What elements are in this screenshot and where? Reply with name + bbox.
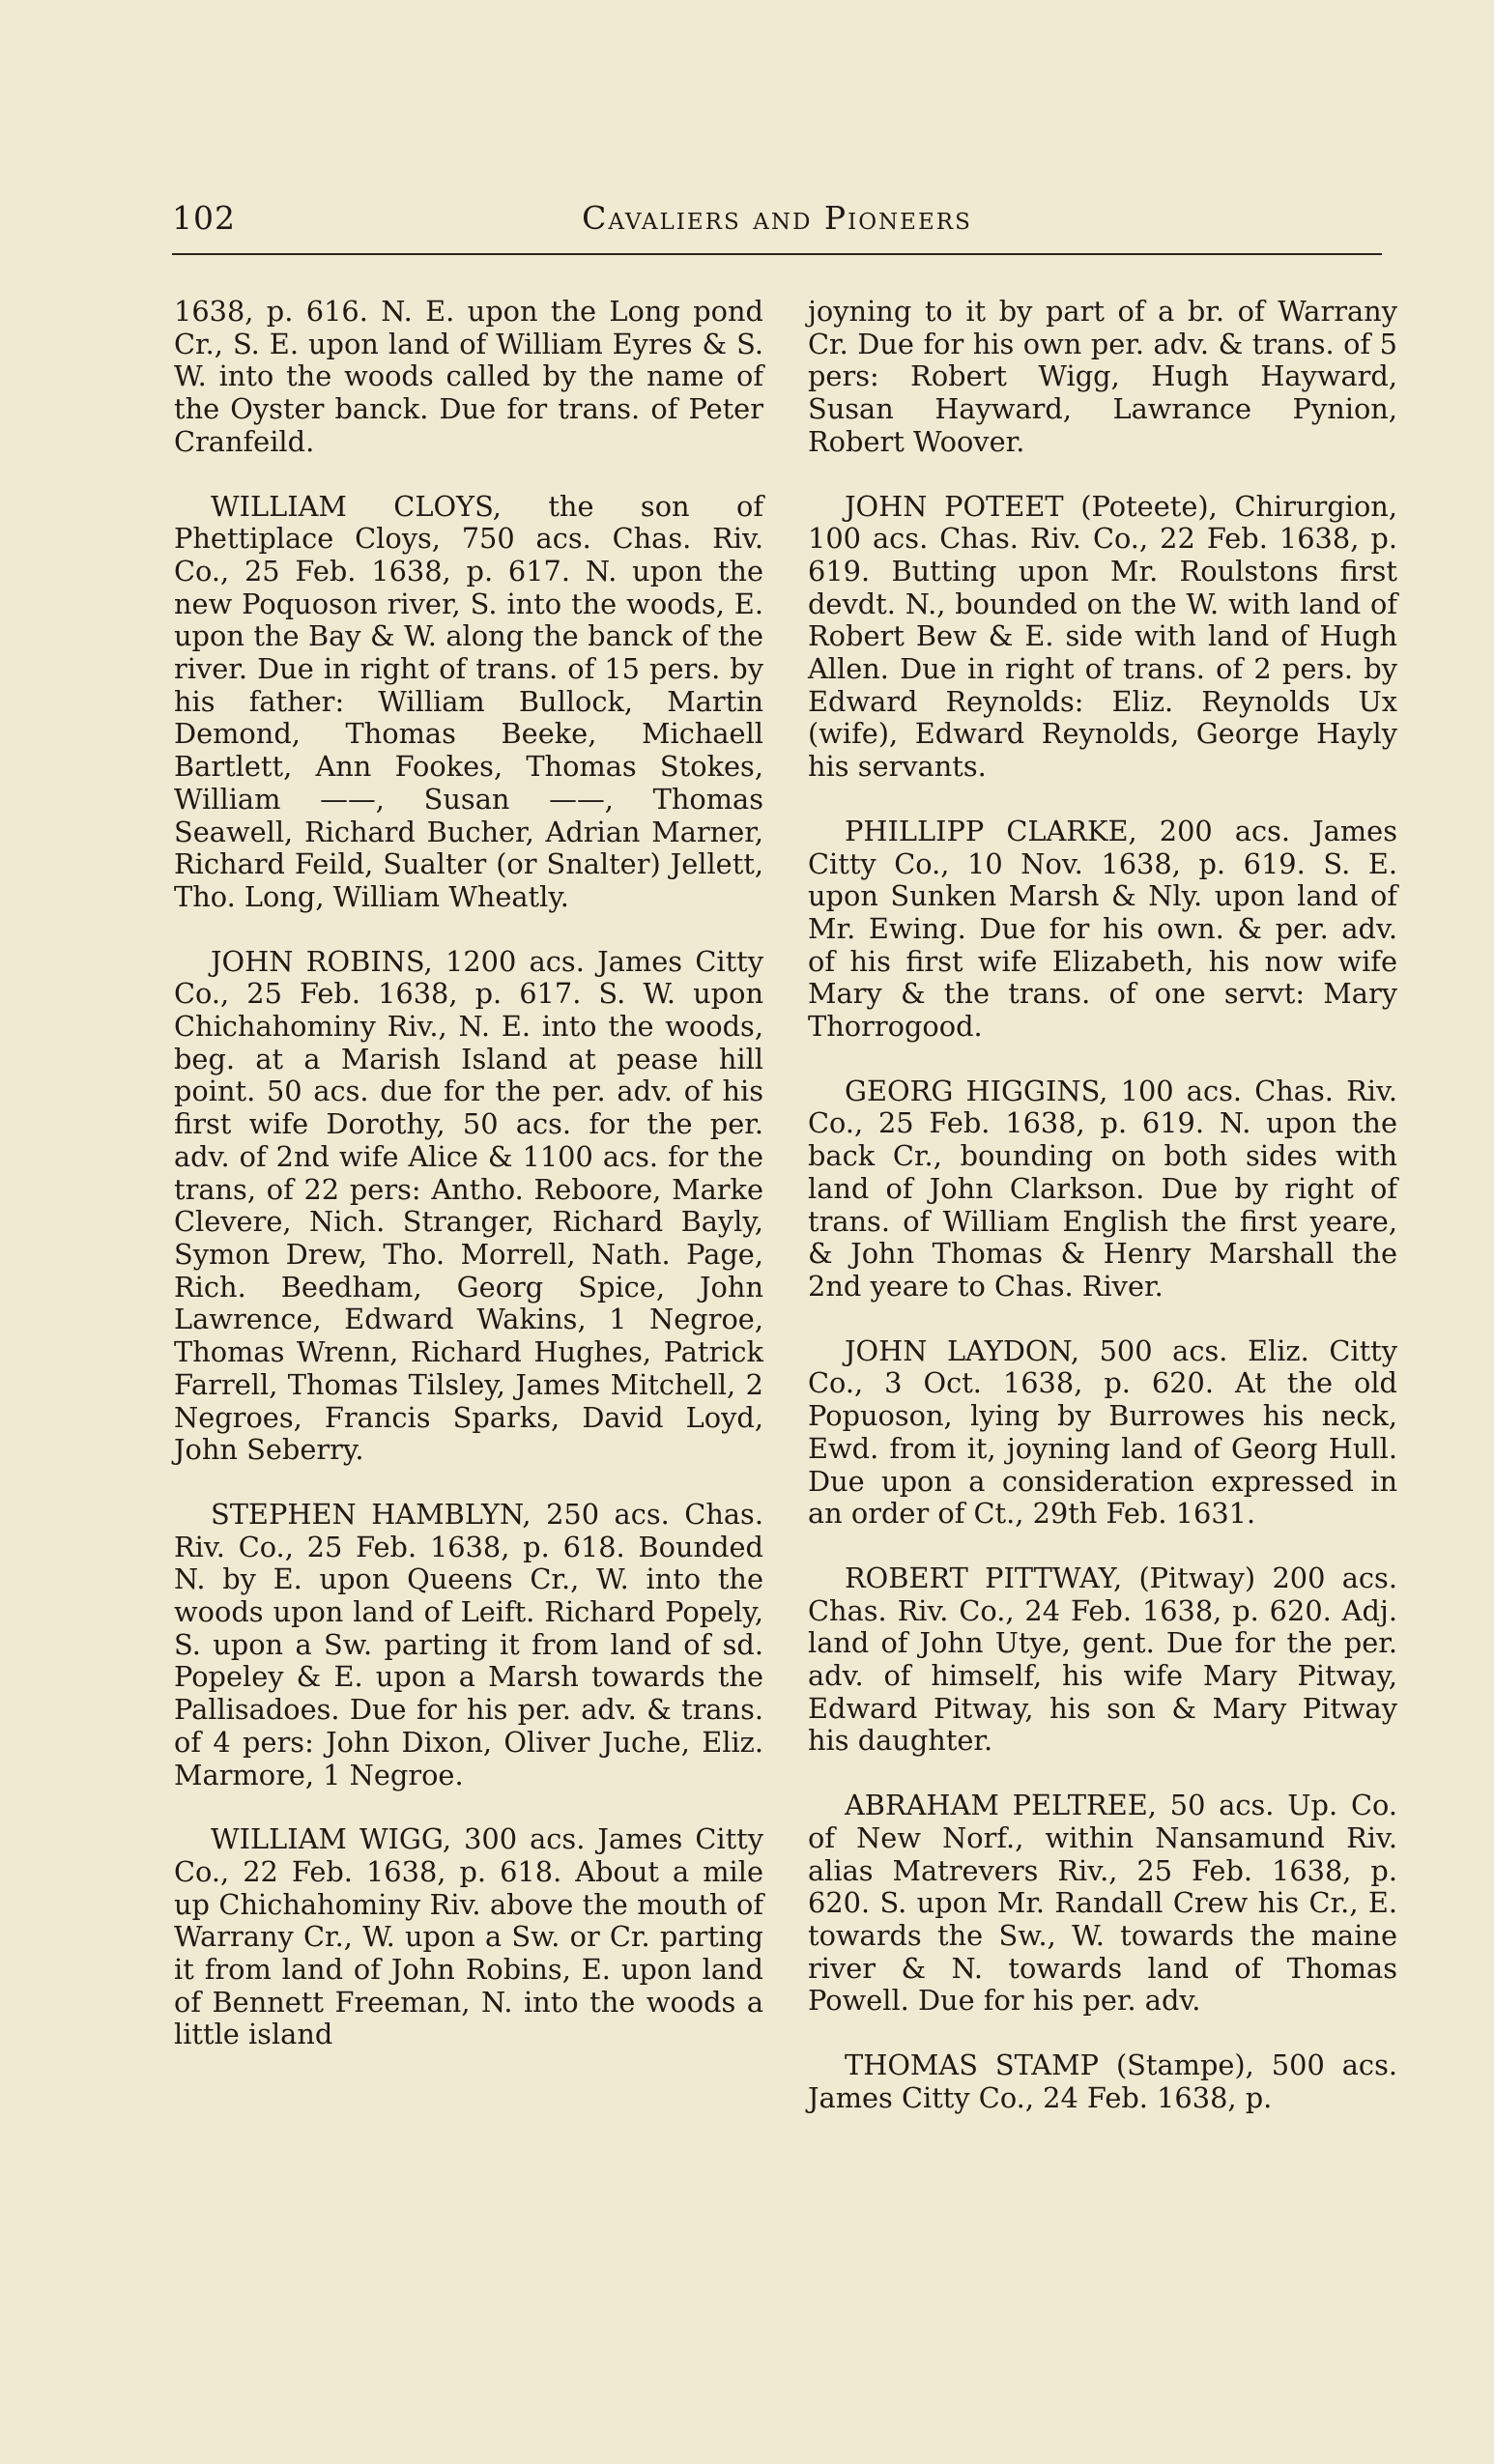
entry-thomas-stamp: THOMAS STAMP (Stampe), 500 acs. James Citty Co., 24 Feb. 1638, p. <box>808 2049 1397 2114</box>
entry-stephen-hamblyn: STEPHEN HAMBLYN, 250 acs. Chas. Riv. Co., 25 Feb. 1638, p. 618. Bounded N. by E. upon Queens Cr., W. into the woods upon land of Leift. Richard Popely, S. upon a Sw. parting it from land of sd. Popeley & E. upon a Marsh towards the Pallisadoes. Due for his per. adv. & trans. of 4 pers: John Dixon, Oliver Juche, Eliz. Marmore, 1 Negroe. <box>174 1497 763 1791</box>
entry-abraham-peltree: ABRAHAM PELTREE, 50 acs. Up. Co. of New Norf., within Nansamund Riv. alias Matrevers Riv., 25 Feb. 1638, p. 620. S. upon Mr. Randall Crew his Cr., E. towards the Sw., W. towards the maine river & N. towards land of Thomas Powell. Due for his per. adv. <box>808 1789 1397 2018</box>
entry-continuation: 1638, p. 616. N. E. upon the Long pond Cr., S. E. upon land of William Eyres & S. W. into the woods called by the name of the Oyster banck. Due for trans. of Peter Cranfeild. <box>174 295 763 458</box>
entry-john-robins: JOHN ROBINS, 1200 acs. James Citty Co., 25 Feb. 1638, p. 617. S. W. upon Chichahominy Riv., N. E. into the woods, beg. at a Marish Island at pease hill point. 50 acs. due for the per. adv. of his first wife Dorothy, 50 acs. for the per. adv. of 2nd wife Alice & 1100 acs. for the trans, of 22 pers: Antho. Reboore, Marke Clevere, Nich. Stranger, Richard Bayly, Symon Drew, Tho. Morrell, Nath. Page, Rich. Beedham, Georg Spice, John Lawrence, Edward Wakins, 1 Negroe, Thomas Wrenn, Richard Hughes, Patrick Farrell, Thomas Tilsley, James Mitchell, 2 Negroes, Francis Sparks, David Loyd, John Seberry. <box>174 944 763 1467</box>
entry-robert-pittway: ROBERT PITTWAY, (Pitway) 200 acs. Chas. Riv. Co., 24 Feb. 1638, p. 620. Adj. land of John Utye, gent. Due for the per. adv. of himself, his wife Mary Pitway, Edward Pitway, his son & Mary Pitway his daughter. <box>808 1561 1397 1758</box>
running-title: Cavaliers and Pioneers <box>582 199 972 237</box>
page-header <box>172 193 1382 249</box>
entry-william-wigg: WILLIAM WIGG, 300 acs. James Citty Co., 22 Feb. 1638, p. 618. About a mile up Chichahominy Riv. above the mouth of Warrany Cr., W. upon a Sw. or Cr. parting it from land of John Robins, E. upon land of Bennett Freeman, N. into the woods a little island <box>174 1822 763 2051</box>
entry-phillipp-clarke: PHILLIPP CLARKE, 200 acs. James Citty Co., 10 Nov. 1638, p. 619. S. E. upon Sunken Marsh & Nly. upon land of Mr. Ewing. Due for his own. & per. adv. of his first wife Elizabeth, his now wife Mary & the trans. of one servt: Mary Thorrogood. <box>808 814 1397 1044</box>
entry-john-laydon: JOHN LAYDON, 500 acs. Eliz. Citty Co., 3 Oct. 1638, p. 620. At the old Popuoson, lying by Burrowes his neck, Ewd. from it, joyning land of Georg Hull. Due upon a consideration expressed in an order of Ct., 29th Feb. 1631. <box>808 1333 1397 1531</box>
page-number: 102 <box>172 199 236 237</box>
entry-continuation: joyning to it by part of a br. of Warrany Cr. Due for his own per. adv. & trans. of 5 pers: Robert Wigg, Hugh Hayward, Susan Hayward, Lawrance Pynion, Robert Woover. <box>808 295 1397 458</box>
header-rule <box>172 253 1382 255</box>
entry-william-cloys: WILLIAM CLOYS, the son of Phettiplace Cloys, 750 acs. Chas. Riv. Co., 25 Feb. 1638, p. 617. N. upon the new Poquoson river, S. into the woods, E. upon the Bay & W. along the banck of the river. Due in right of trans. of 15 pers. by his father: William Bullock, Martin Demond, Thomas Beeke, Michaell Bartlett, Ann Fookes, Thomas Stokes, William ——, Susan ——, Thomas Seawell, Richard Bucher, Adrian Marner, Richard Feild, Sualter (or Snalter) Jellett, Tho. Long, William Wheatly. <box>174 489 763 913</box>
right-column <box>808 296 1397 2114</box>
entry-georg-higgins: GEORG HIGGINS, 100 acs. Chas. Riv. Co., 25 Feb. 1638, p. 619. N. upon the back Cr., bounding on both sides with land of John Clarkson. Due by right of trans. of William English the first yeare, & John Thomas & Henry Marshall the 2nd yeare to Chas. River. <box>808 1074 1397 1303</box>
left-column <box>174 296 763 2051</box>
entry-john-poteet: JOHN POTEET (Poteete), Chirurgion, 100 acs. Chas. Riv. Co., 22 Feb. 1638, p. 619. Butting upon Mr. Roulstons first devdt. N., bounded on the W. with land of Robert Bew & E. side with land of Hugh Allen. Due in right of trans. of 2 pers. by Edward Reynolds: Eliz. Reynolds Ux (wife), Edward Reynolds, George Hayly his servants. <box>808 489 1397 784</box>
